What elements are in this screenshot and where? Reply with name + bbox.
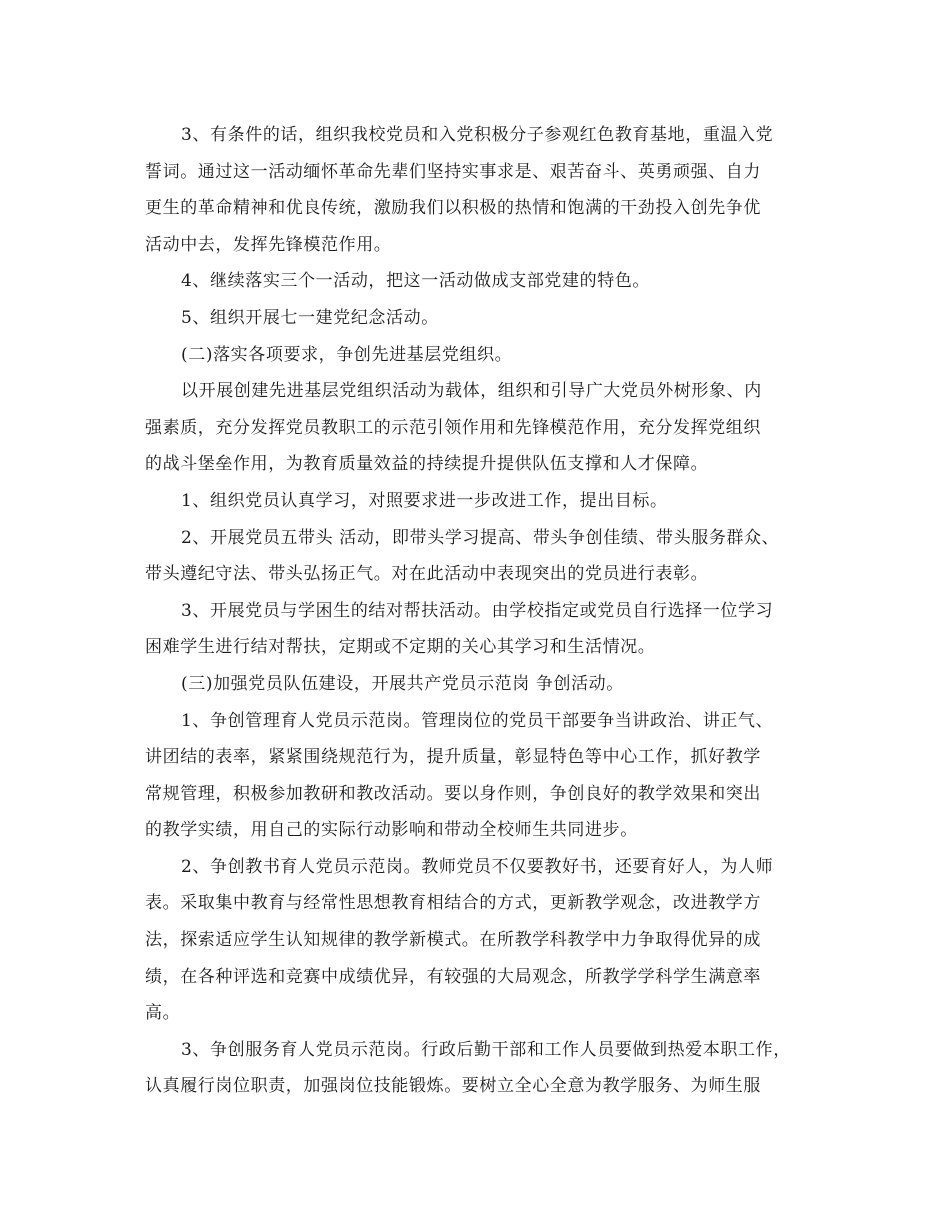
text-line: 法，探索适应学生认知规律的教学新模式。在所教学科教学中力争取得优异的成: [145, 930, 761, 951]
text-line: 誓词。通过这一活动缅怀革命先辈们坚持实事求是、艰苦奋斗、英勇顽强、自力: [145, 161, 761, 182]
text-line: 的教学实绩，用自己的实际行动影响和带动全校师生共同进步。: [145, 820, 638, 841]
paragraph-visit-red-base: [145, 117, 830, 263]
paragraph-three-one-activity: [145, 263, 830, 300]
text-line: 的战斗堡垒作用，为教育质量效益的持续提升提供队伍支撑和人才保障。: [145, 454, 709, 475]
paragraph-july-first: [145, 300, 830, 337]
text-line: 更生的革命精神和优良传统，激励我们以积极的热情和饱满的干劲投入创先争优: [145, 198, 761, 219]
paragraph-student-support: [145, 593, 830, 666]
section-heading-two: [145, 337, 830, 374]
paragraph-study: [145, 483, 830, 520]
paragraph-management-post: [145, 703, 830, 849]
text-line: 讲团结的表率，紧紧围绕规范行为，提升质量，彰显特色等中心工作，抓好教学: [145, 747, 761, 768]
text-line: 强素质，充分发挥党员教职工的示范引领作用和先锋模范作用，充分发挥党组织: [145, 417, 761, 438]
text-line: 4、继续落实三个一活动，把这一活动做成支部党建的特色。: [181, 271, 651, 292]
text-line: 常规管理，积极参加教研和教改活动。要以身作则，争创良好的教学效果和突出: [145, 783, 761, 804]
text-line: (三)加强党员队伍建设，开展共产党员示范岗 争创活动。: [181, 673, 624, 694]
paragraph-grassroots-organization: [145, 373, 830, 483]
text-line: 3、有条件的话，组织我校党员和入党积极分子参观红色教育基地，重温入党: [181, 125, 774, 145]
text-line: 活动中去，发挥先锋模范作用。: [145, 234, 392, 255]
paragraph-service-post: [145, 1032, 830, 1105]
text-line: 高。: [145, 1003, 181, 1024]
text-line: 以开展创建先进基层党组织活动为载体，组织和引导广大党员外树形象、内: [181, 381, 762, 402]
text-line: 2、争创教书育人党员示范岗。教师党员不仅要教好书，还要育好人，为人师: [181, 856, 774, 877]
section-heading-three: [145, 666, 830, 703]
text-line: 1、组织党员认真学习，对照要求进一步改进工作，提出目标。: [181, 490, 668, 511]
paragraph-five-leads: [145, 520, 830, 593]
text-line: 3、开展党员与学困生的结对帮扶活动。由学校指定或党员自行选择一位学习: [181, 600, 774, 621]
text-line: 认真履行岗位职责，加强岗位技能锻炼。要树立全心全意为教学服务、为师生服: [145, 1076, 761, 1097]
text-line: 绩，在各种评选和竞赛中成绩优异，有较强的大局观念，所教学学科学生满意率: [145, 966, 761, 987]
text-line: 表。采取集中教育与经常性思想教育相结合的方式，更新教学观念，改进教学方: [145, 893, 761, 914]
text-line: 带头遵纪守法、带头弘扬正气。对在此活动中表现突出的党员进行表彰。: [145, 564, 709, 585]
text-line: (二)落实各项要求，争创先进基层党组织。: [181, 344, 513, 365]
text-line: 困难学生进行结对帮扶，定期或不定期的关心其学习和生活情况。: [145, 637, 656, 658]
text-line: 3、争创服务育人党员示范岗。行政后勤干部和工作人员要做到热爱本职工作，: [181, 1039, 791, 1060]
document-body: [145, 117, 830, 1105]
text-line: 2、开展党员五带头 活动，即带头学习提高、带头争创佳绩、带头服务群众、: [181, 527, 780, 548]
text-line: 1、争创管理育人党员示范岗。管理岗位的党员干部要争当讲政治、讲正气、: [181, 710, 774, 731]
paragraph-teaching-post: [145, 849, 830, 1032]
text-line: 5、组织开展七一建党纪念活动。: [181, 307, 439, 328]
